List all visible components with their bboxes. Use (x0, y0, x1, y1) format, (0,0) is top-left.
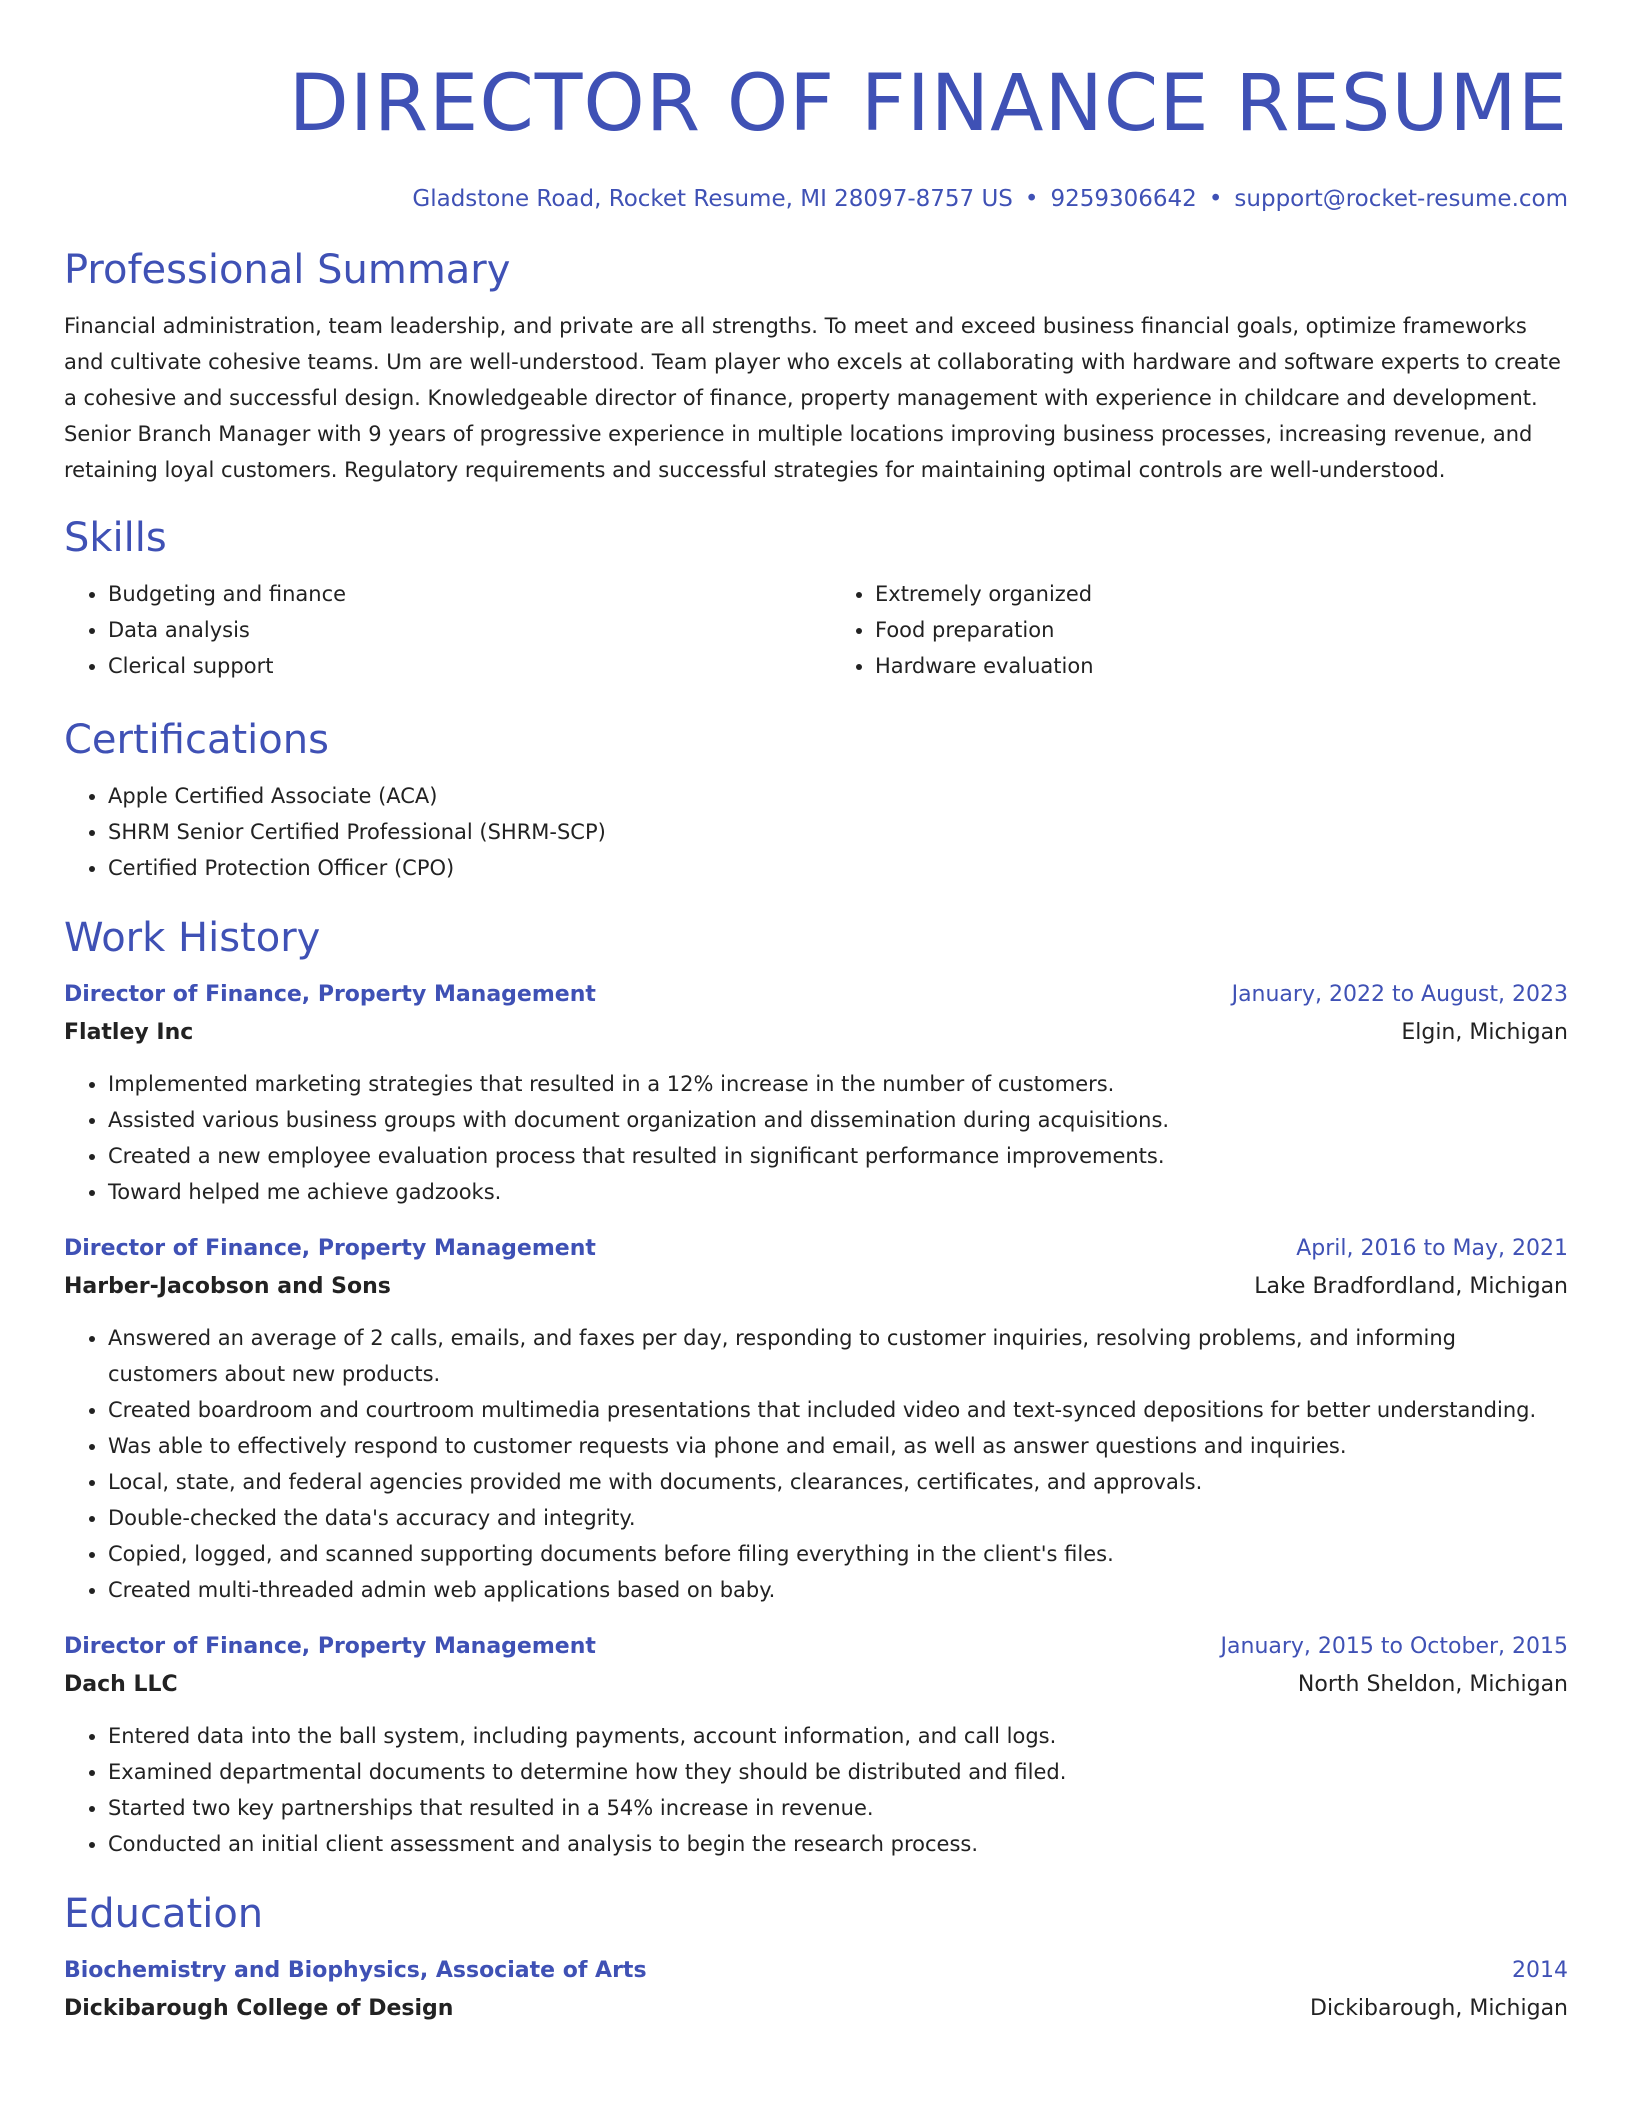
contact-phone: 9259306642 (1050, 186, 1197, 212)
work-history-heading: Work History (64, 915, 321, 961)
job-company-row (64, 1666, 1568, 1704)
summary-heading: Professional Summary (64, 247, 511, 293)
job-location: Lake Bradfordland, Michigan (1254, 1274, 1568, 1299)
job-bullet: • Created boardroom and courtroom multimedia presentations that included video and text-synced depositions for better understanding. (108, 1392, 1568, 1428)
education-year: 2014 (1512, 1958, 1568, 1983)
skill-item: • Food preparation (875, 612, 1568, 648)
skills-section (64, 514, 1568, 684)
job-company: Harber-Jacobson and Sons (64, 1274, 391, 1299)
education-school: Dickibarough College of Design (64, 1996, 454, 2021)
job-header-row (64, 1230, 1568, 1268)
education-entry (64, 1952, 1568, 2028)
contact-email: support@rocket-resume.com (1234, 186, 1568, 212)
job-bullet: • Created multi-threaded admin web applications based on baby. (108, 1572, 1568, 1608)
contact-separator: • (1208, 186, 1223, 212)
job-bullet: • Double-checked the data's accuracy and integrity. (108, 1500, 1568, 1536)
job-entry (64, 976, 1568, 1210)
job-title: Director of Finance, Property Management (64, 1236, 596, 1261)
contact-line (64, 184, 1568, 214)
job-header-row (64, 1628, 1568, 1666)
certification-item: • Apple Certified Associate (ACA) (108, 778, 1568, 814)
job-title: Director of Finance, Property Management (64, 982, 596, 1007)
skill-item: • Clerical support (108, 648, 801, 684)
job-bullet: • Examined departmental documents to determine how they should be distributed and filed. (108, 1754, 1568, 1790)
job-location: North Sheldon, Michigan (1297, 1672, 1568, 1697)
job-bullet: • Was able to effectively respond to customer requests via phone and email, as well as answer questions and inquiries. (108, 1428, 1568, 1464)
job-bullets (64, 1718, 1568, 1862)
job-dates: April, 2016 to May, 2021 (1296, 1236, 1568, 1261)
education-section (64, 1890, 1568, 2028)
education-heading: Education (64, 1891, 264, 1937)
job-bullet: • Answered an average of 2 calls, emails, and faxes per day, responding to customer inquiries, resolving problems, and informing customers about new products. (108, 1320, 1568, 1392)
summary-text: Financial administration, team leadership, and private are all strengths. To meet and exceed business financial goals, optimize frameworks and cultivate cohesive teams. Um are well-understood. Team player who excels at collaborating with hardware and software experts to create a cohesive and successful design. Knowledgeable director of finance, property management with experience in childcare and development. Senior Branch Manager with 9 years of progressive experience in multiple locations improving business processes, increasing revenue, and retaining loyal customers. Regulatory requirements and successful strategies for maintaining optimal controls are well-understood. (64, 314, 1561, 482)
job-company: Flatley Inc (64, 1020, 194, 1045)
education-school-row (64, 1990, 1568, 2028)
job-bullet: • Started two key partnerships that resulted in a 54% increase in revenue. (108, 1790, 1568, 1826)
summary-section (64, 246, 1568, 488)
job-bullet: • Implemented marketing strategies that resulted in a 12% increase in the number of customers. (108, 1066, 1568, 1102)
job-header-row (64, 976, 1568, 1014)
job-bullet: • Conducted an initial client assessment and analysis to begin the research process. (108, 1826, 1568, 1862)
certification-item: • SHRM Senior Certified Professional (SHRM-SCP) (108, 814, 1568, 850)
job-bullet: • Toward helped me achieve gadzooks. (108, 1174, 1568, 1210)
skill-item: • Extremely organized (875, 576, 1568, 612)
education-location: Dickibarough, Michigan (1310, 1996, 1568, 2021)
certification-item: • Certified Protection Officer (CPO) (108, 850, 1568, 886)
job-bullets (64, 1066, 1568, 1210)
contact-separator: • (1024, 186, 1039, 212)
job-dates: January, 2015 to October, 2015 (1220, 1634, 1568, 1659)
resume-title: DIRECTOR OF FINANCE RESUME (288, 59, 1568, 149)
skills-right-list (801, 576, 1568, 684)
work-history-section (64, 914, 1568, 1862)
contact-address: Gladstone Road, Rocket Resume, MI 28097-8757 US (412, 186, 1013, 212)
certifications-list (64, 778, 1568, 886)
job-company-row (64, 1014, 1568, 1052)
job-dates: January, 2022 to August, 2023 (1231, 982, 1568, 1007)
education-header-row (64, 1952, 1568, 1990)
skill-item: • Data analysis (108, 612, 801, 648)
certifications-section (64, 716, 1568, 886)
job-entry (64, 1628, 1568, 1862)
certifications-heading: Certifications (64, 717, 329, 763)
job-title: Director of Finance, Property Management (64, 1634, 596, 1659)
job-bullets (64, 1320, 1568, 1608)
job-entry (64, 1230, 1568, 1608)
skill-item: • Budgeting and finance (108, 576, 801, 612)
job-bullet: • Copied, logged, and scanned supporting documents before filing everything in the client's files. (108, 1536, 1568, 1572)
skill-item: • Hardware evaluation (875, 648, 1568, 684)
job-location: Elgin, Michigan (1401, 1020, 1568, 1045)
job-bullet: • Assisted various business groups with document organization and dissemination during acquisitions. (108, 1102, 1568, 1138)
job-bullet: • Entered data into the ball system, including payments, account information, and call logs. (108, 1718, 1568, 1754)
job-company-row (64, 1268, 1568, 1306)
education-degree: Biochemistry and Biophysics, Associate of Arts (64, 1958, 647, 1983)
job-bullet: • Local, state, and federal agencies provided me with documents, clearances, certificates, and approvals. (108, 1464, 1568, 1500)
skills-left-list (64, 576, 801, 684)
job-company: Dach LLC (64, 1672, 178, 1697)
resume-page (64, 0, 1568, 2028)
skills-heading: Skills (64, 515, 167, 561)
job-bullet: • Created a new employee evaluation process that resulted in significant performance improvements. (108, 1138, 1568, 1174)
skills-columns (64, 576, 1568, 684)
